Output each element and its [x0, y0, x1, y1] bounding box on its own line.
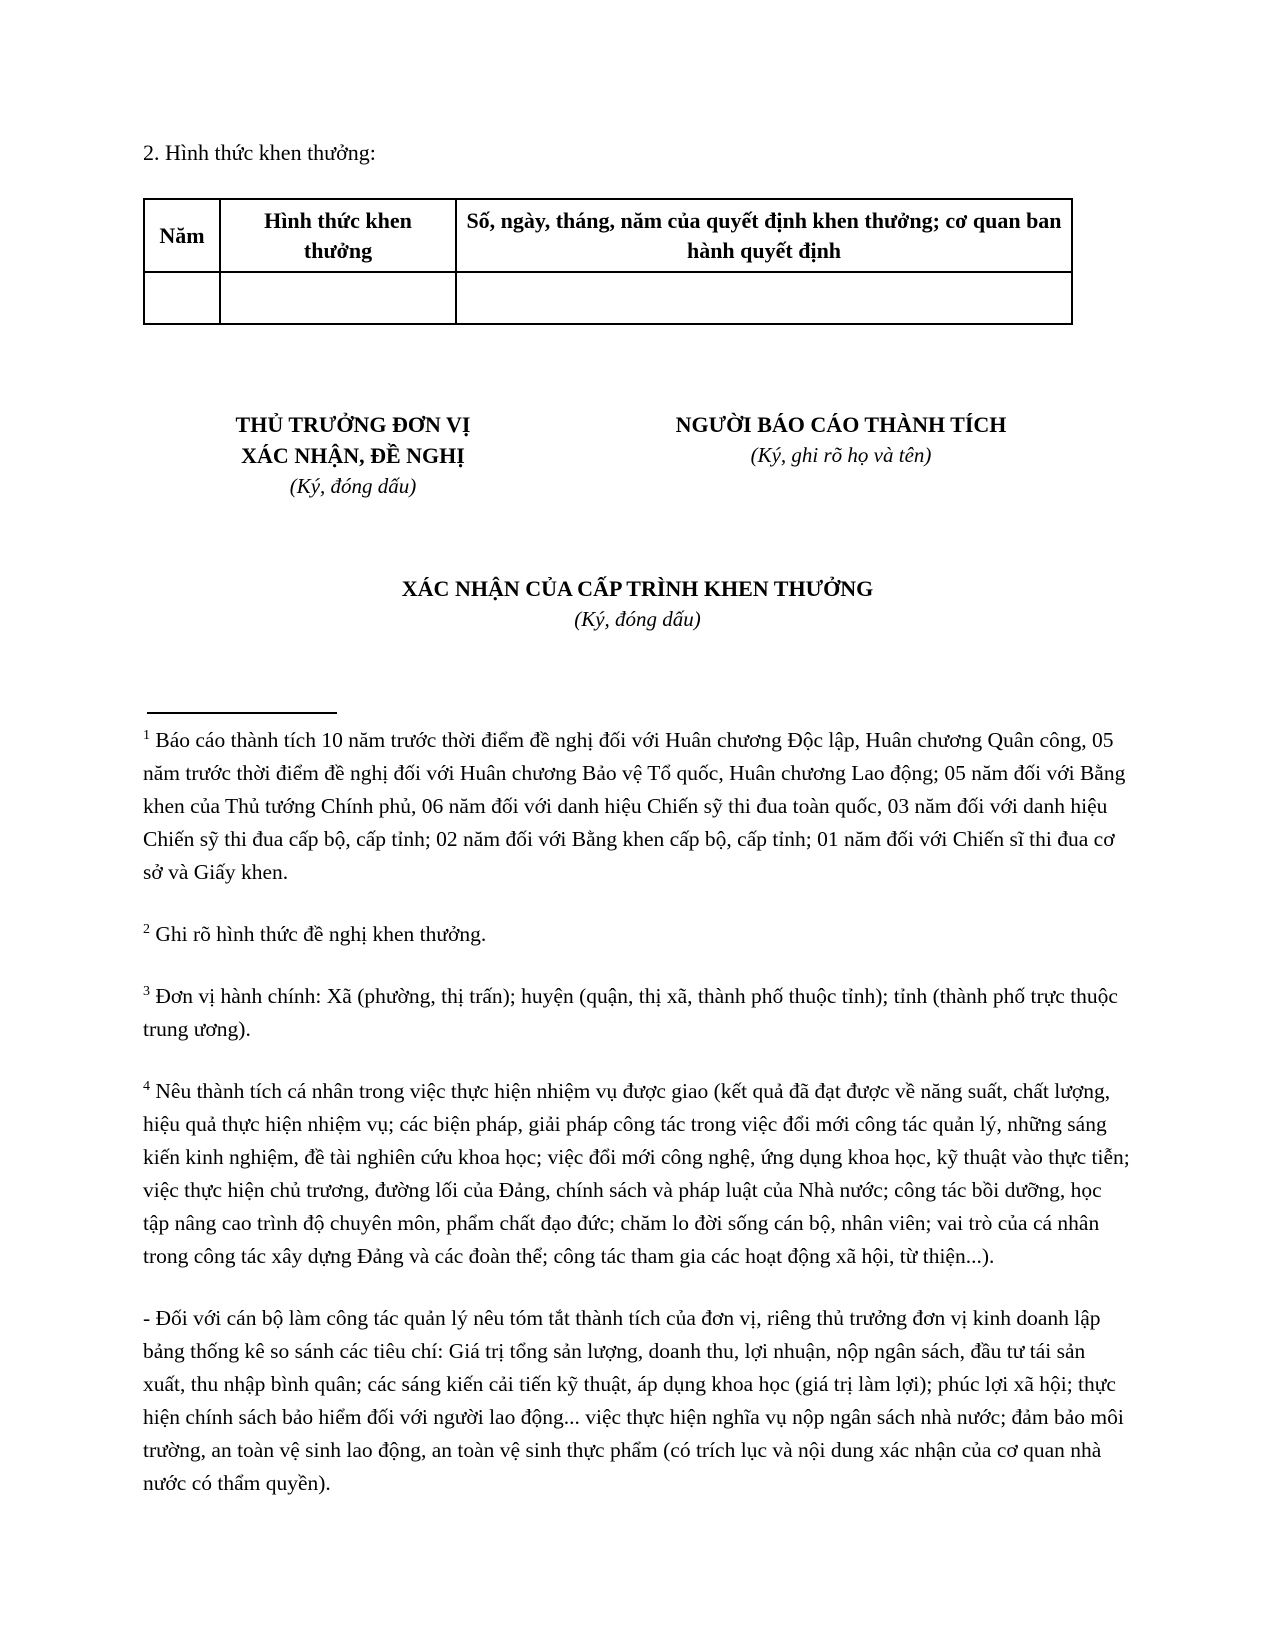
table-header-row: [144, 199, 1072, 272]
footnote-4: [143, 1075, 1132, 1273]
signature-block-unit-head: [143, 409, 563, 502]
confirmation-signature-note: (Ký, đóng dấu): [574, 607, 701, 632]
footnotes-section: [143, 724, 1132, 1500]
confirmation-block: [143, 574, 1132, 634]
footnote-2: [143, 918, 1132, 951]
column-header-year: Năm: [144, 199, 220, 272]
confirmation-title: XÁC NHẬN CỦA CẤP TRÌNH KHEN THƯỞNG: [401, 576, 874, 602]
reporter-signature-note: (Ký, ghi rõ họ và tên): [750, 443, 932, 468]
footnote-2-text: Ghi rõ hình thức đề nghị khen thưởng.: [150, 922, 487, 947]
signature-block-reporter: [611, 409, 1071, 502]
footnote-4-continuation: [143, 1302, 1132, 1500]
footnote-separator: [147, 712, 337, 714]
table-row: [144, 272, 1072, 324]
signature-row: [143, 409, 1132, 502]
award-history-table: [143, 198, 1073, 325]
footnote-3: [143, 980, 1132, 1046]
cell-year: [144, 272, 220, 324]
column-header-form: Hình thức khen thưởng: [220, 199, 456, 272]
footnote-4-text: Nêu thành tích cá nhân trong việc thực hiện nhiệm vụ được giao (kết quả đã đạt được về năng suất, chất lượng, hiệu quả thực hiện nhiệm vụ; các biện pháp, giải pháp công tác trong việc đổi mới công tác quản lý, những sáng kiến kinh nghiệm, đề tài nghiên cứu khoa học; việc đổi mới công nghệ, ứng dụng khoa học, kỹ thuật vào thực tiễn; việc thực hiện chủ trương, đường lối của Đảng, chính sách và pháp luật của Nhà nước; công tác bồi dưỡng, học tập nâng cao trình độ chuyên môn, phẩm chất đạo đức; chăm lo đời sống cán bộ, nhân viên; vai trò của cá nhân trong công tác xây dựng Đảng và các đoàn thể; công tác tham gia các hoạt động xã hội, từ thiện...).: [143, 1079, 1130, 1269]
unit-head-title-line2: XÁC NHẬN, ĐỀ NGHỊ: [241, 443, 465, 469]
footnote-3-marker: 3: [143, 984, 150, 1000]
unit-head-title-line1: THỦ TRƯỞNG ĐƠN VỊ: [235, 412, 471, 438]
footnote-4-continuation-text: - Đối với cán bộ làm công tác quản lý nêu tóm tắt thành tích của đơn vị, riêng thủ trưởng đơn vị kinh doanh lập bảng thống kê so sánh các tiêu chí: Giá trị tổng sản lượng, doanh thu, lợi nhuận, nộp ngân sách, đầu tư tái sản xuất, thu nhập bình quân; các sáng kiến cải tiến kỹ thuật, áp dụng khoa học (giá trị làm lợi); phúc lợi xã hội; thực hiện chính sách bảo hiểm đối với người lao động... việc thực hiện nghĩa vụ nộp ngân sách nhà nước; đảm bảo môi trường, an toàn vệ sinh lao động, an toàn vệ sinh thực phẩm (có trích lục và nội dung xác nhận của cơ quan nhà nước có thẩm quyền).: [143, 1306, 1124, 1496]
unit-head-signature-note: (Ký, đóng dấu): [289, 474, 417, 499]
cell-decision: [456, 272, 1072, 324]
footnote-1-text: Báo cáo thành tích 10 năm trước thời điểm đề nghị đối với Huân chương Độc lập, Huân chương Quân công, 05 năm trước thời điểm đề nghị đối với Huân chương Bảo vệ Tổ quốc, Huân chương Lao động; 05 năm đối với Bằng khen của Thủ tướng Chính phủ, 06 năm đối với danh hiệu Chiến sỹ thi đua toàn quốc, 03 năm đối với danh hiệu Chiến sỹ thi đua cấp bộ, cấp tỉnh; 02 năm đối với Bằng khen cấp bộ, cấp tỉnh; 01 năm đối với Chiến sĩ thi đua cơ sở và Giấy khen.: [143, 728, 1126, 885]
footnote-1: [143, 724, 1132, 889]
section-heading: 2. Hình thức khen thưởng:: [143, 140, 376, 165]
column-header-decision: Số, ngày, tháng, năm của quyết định khen thưởng; cơ quan ban hành quyết định: [456, 199, 1072, 272]
cell-form: [220, 272, 456, 324]
footnote-2-marker: 2: [143, 922, 150, 938]
footnote-3-text: Đơn vị hành chính: Xã (phường, thị trấn); huyện (quận, thị xã, thành phố thuộc tỉnh); tỉnh (thành phố trực thuộc trung ương).: [143, 984, 1118, 1042]
reporter-title: NGƯỜI BÁO CÁO THÀNH TÍCH: [675, 412, 1007, 438]
footnote-1-marker: 1: [143, 728, 150, 744]
footnote-4-marker: 4: [143, 1079, 150, 1095]
